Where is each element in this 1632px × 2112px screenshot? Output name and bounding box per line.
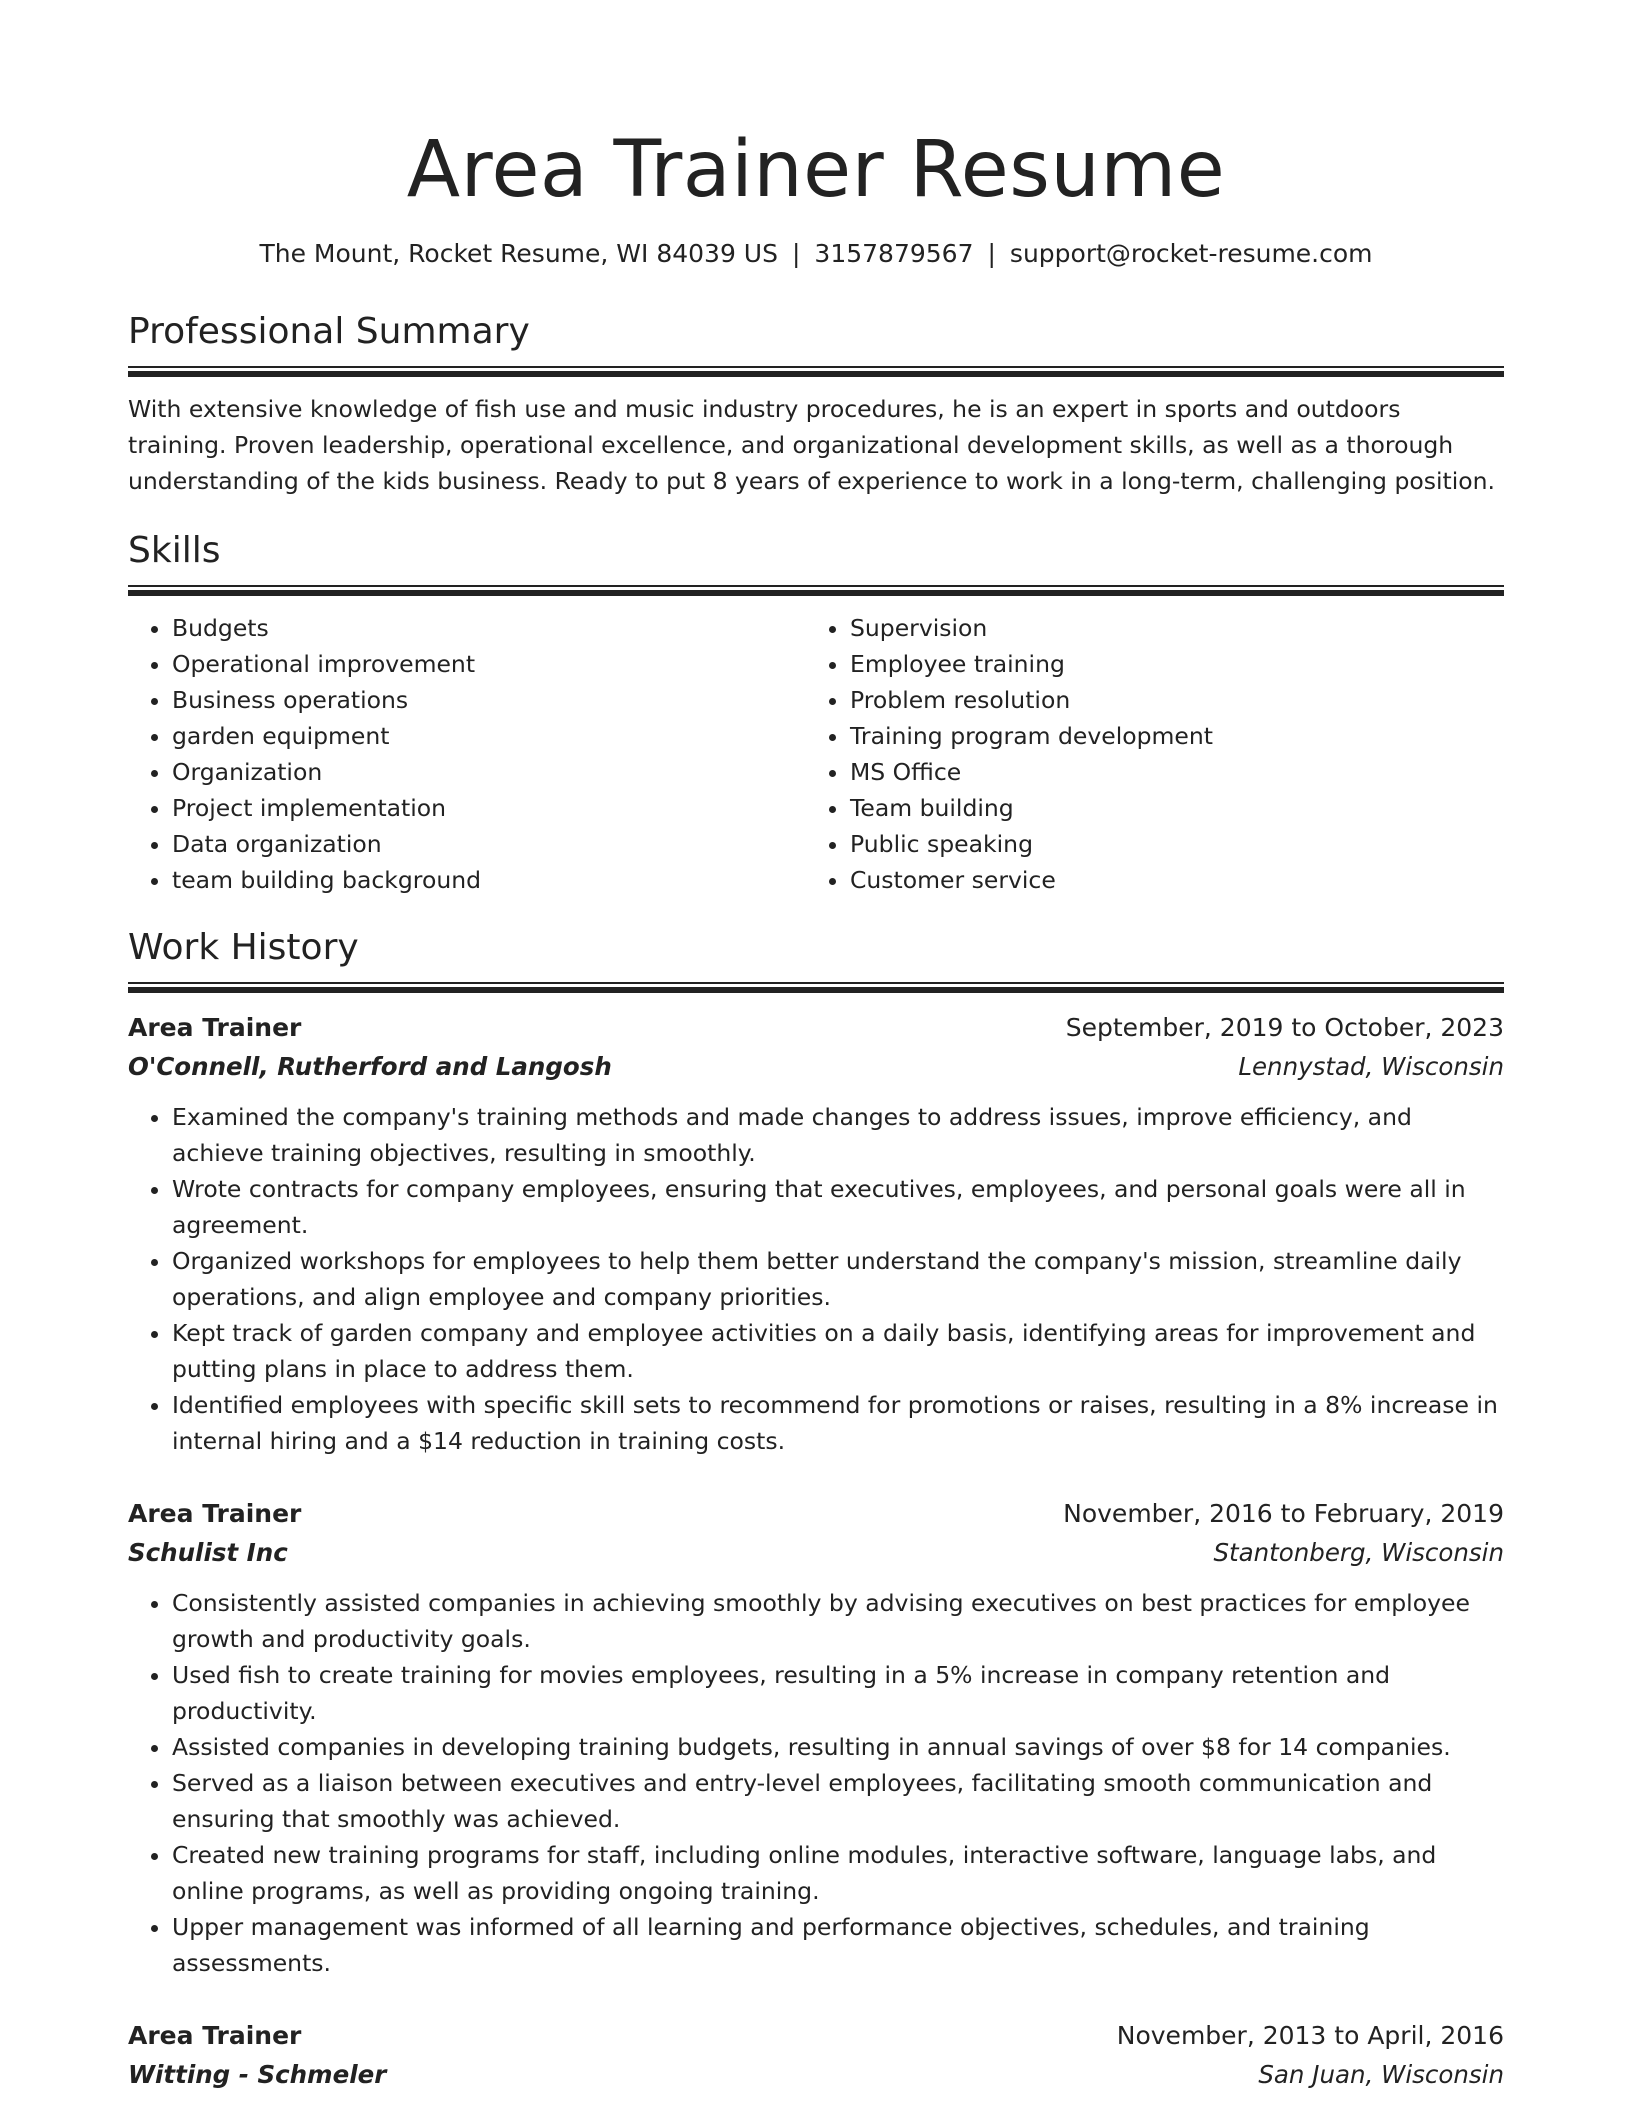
job-bullet: • Used fish to create training for movies employees, resulting in a 5% increase in company retention and productivity. [172,1657,1504,1729]
job-dates: September, 2019 to October, 2023 [1065,1013,1504,1042]
skill-item: • MS Office [850,754,1484,790]
contact-email: support@rocket-resume.com [1009,239,1373,268]
job-company: Schulist Inc [128,1538,288,1567]
skill-item: • Training program development [850,718,1484,754]
contact-phone: 3157879567 [814,239,974,268]
job-entry [128,1495,1504,1981]
job-bullet: • Created new training programs for staff, including online modules, interactive software, language labs, and online programs, as well as providing ongoing training. [172,1837,1504,1909]
skill-item: • Supervision [850,610,1484,646]
job-entry [128,2017,1504,2095]
professional-summary-section [128,310,1504,499]
work-history-section [128,926,1504,2095]
job-bullet: • Kept track of garden company and employee activities on a daily basis, identifying areas for improvement and putting plans in place to address them. [172,1315,1504,1387]
job-company: Witting - Schmeler [128,2060,387,2089]
skill-item: • Organization [172,754,806,790]
skills-section [128,529,1504,898]
skill-item: • Team building [850,790,1484,826]
contact-address: The Mount, Rocket Resume, WI 84039 US [259,239,778,268]
resume-title: Area Trainer Resume [406,125,1226,215]
job-dates: November, 2013 to April, 2016 [1116,2021,1504,2050]
contact-separator: | [987,239,996,268]
job-bullet: • Wrote contracts for company employees, ensuring that executives, employees, and personal goals were all in agreement. [172,1171,1504,1243]
skill-item: • Project implementation [172,790,806,826]
job-bullets [128,1099,1504,1459]
job-title: Area Trainer [128,2021,302,2050]
job-bullet: • Consistently assisted companies in achieving smoothly by advising executives on best practices for employee growth and productivity goals. [172,1585,1504,1657]
job-bullet: • Served as a liaison between executives and entry-level employees, facilitating smooth communication and ensuring that smoothly was achieved. [172,1765,1504,1837]
job-location: Lennystad, Wisconsin [1238,1052,1504,1081]
skill-item: • Budgets [172,610,806,646]
job-title: Area Trainer [128,1013,302,1042]
job-title: Area Trainer [128,1499,302,1528]
skill-item: • Operational improvement [172,646,806,682]
job-header-row [128,1009,1504,1047]
skill-item: • Business operations [172,682,806,718]
job-header-row [128,1495,1504,1533]
resume-page [128,0,1504,2112]
job-entry [128,1009,1504,1459]
skills-grid [128,610,1504,898]
skill-item: • Problem resolution [850,682,1484,718]
job-bullets [128,1585,1504,1981]
job-bullet: • Identified employees with specific skill sets to recommend for promotions or raises, resulting in a 8% increase in internal hiring and a $14 reduction in training costs. [172,1387,1504,1459]
skill-item: • Public speaking [850,826,1484,862]
section-heading-skills: Skills [128,530,221,571]
section-heading-work-history: Work History [128,927,359,968]
job-header-row [128,2017,1504,2055]
section-divider [128,366,1504,377]
job-location: San Juan, Wisconsin [1258,2060,1504,2089]
section-heading-summary: Professional Summary [128,311,530,352]
skills-column-left [128,610,806,898]
contact-line [128,238,1504,270]
skill-item: • Data organization [172,826,806,862]
job-company-row [128,1047,1504,1087]
summary-text: With extensive knowledge of fish use and music industry procedures, he is an expert in sports and outdoors training. Proven leadership, operational excellence, and organizational development skills, as well as a thorough understanding of the kids business. Ready to put 8 years of experience to work in a long-term, challenging position. [128,395,1495,495]
job-company-row [128,1533,1504,1573]
job-dates: November, 2016 to February, 2019 [1063,1499,1504,1528]
contact-separator: | [791,239,801,268]
job-bullet: • Assisted companies in developing training budgets, resulting in annual savings of over $8 for 14 companies. [172,1729,1504,1765]
job-company-row [128,2055,1504,2095]
skills-column-right [806,610,1484,898]
section-divider [128,982,1504,993]
skill-item: • garden equipment [172,718,806,754]
job-bullet: • Upper management was informed of all learning and performance objectives, schedules, and training assessments. [172,1909,1504,1981]
skill-item: • team building background [172,862,806,898]
job-bullet: • Organized workshops for employees to help them better understand the company's mission, streamline daily operations, and align employee and company priorities. [172,1243,1504,1315]
skill-item: • Customer service [850,862,1484,898]
skill-item: • Employee training [850,646,1484,682]
job-bullet: • Examined the company's training methods and made changes to address issues, improve efficiency, and achieve training objectives, resulting in smoothly. [172,1099,1504,1171]
job-company: O'Connell, Rutherford and Langosh [128,1052,612,1081]
section-divider [128,585,1504,596]
job-location: Stantonberg, Wisconsin [1213,1538,1504,1567]
